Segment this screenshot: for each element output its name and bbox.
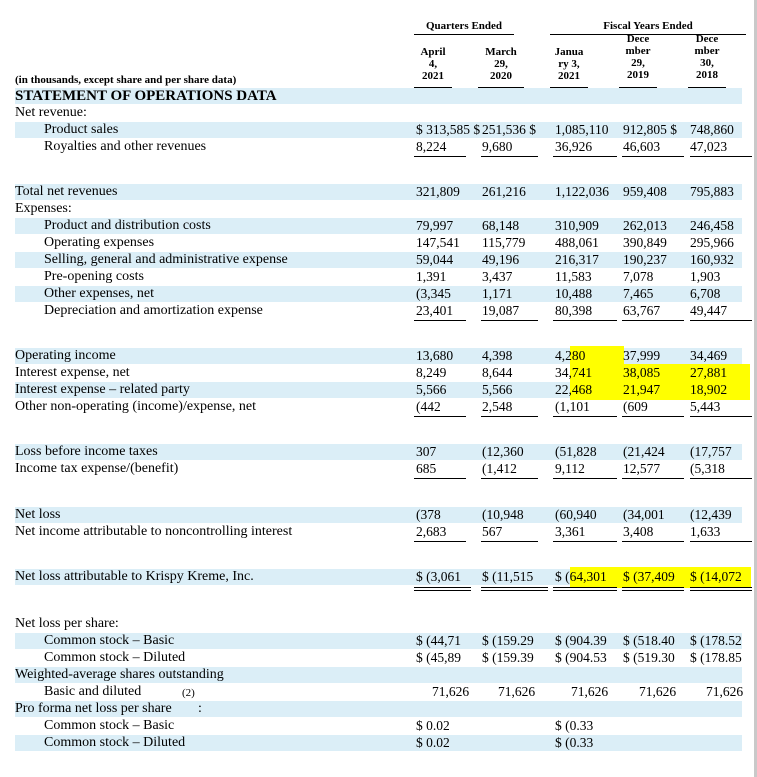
value-product-costs-c2: 68,148 (482, 218, 520, 233)
label-total-revenues: Total net revenues (15, 184, 118, 199)
value-preopening-c5: 1,903 (690, 269, 721, 284)
label-basic-diluted: Basic and diluted (44, 684, 142, 699)
label-product-costs: Product and distribution costs (44, 218, 211, 233)
value-total-revenues-c5: 795,883 (690, 184, 734, 199)
col-header-march-2020: March 29, 2020 (485, 46, 517, 82)
rule-tax-c4 (622, 478, 684, 479)
value-other-expenses-c2: 1,171 (482, 286, 513, 301)
label-interest-related: Interest expense – related party (15, 382, 190, 397)
value-royalties-c3: 36,926 (555, 139, 593, 154)
value-basic-diluted-c5: 71,626 (706, 684, 744, 699)
quarters-header-rule (414, 34, 514, 35)
value-net-loss-kk-c1: $ (3,061 (416, 569, 461, 584)
double-rule-kk-c2 (481, 587, 548, 591)
double-rule-kk-c1 (414, 587, 471, 591)
rule-nci-c5 (690, 541, 752, 542)
label-other-nonop: Other non-operating (income)/expense, net (15, 399, 257, 414)
value-total-revenues-c3: 1,122,036 (555, 184, 609, 199)
value-income-tax-c5: (5,318 (690, 461, 725, 476)
label-preopening: Pre-opening costs (44, 269, 144, 284)
value-nci-c3: 3,361 (555, 524, 586, 539)
value-other-expenses-c5: 6,708 (690, 286, 721, 301)
value-basic-c4: $ (518.40 (623, 633, 675, 648)
value-interest-related-c2: 5,566 (482, 382, 513, 397)
value-loss-before-tax-c4: (21,424 (623, 444, 665, 459)
value-basic-diluted-c3: 71,626 (571, 684, 609, 699)
value-product-costs-c5: 246,458 (690, 218, 734, 233)
label-net-loss: Net loss (15, 507, 61, 522)
value-total-revenues-c1: 321,809 (416, 184, 460, 199)
value-nci-c1: 2,683 (416, 524, 447, 539)
value-pf-diluted-c1: $ 0.02 (416, 735, 450, 750)
value-operating-expenses-c3: 488,061 (555, 235, 599, 250)
value-operating-expenses-c5: 295,966 (690, 235, 734, 250)
label-expenses: Expenses: (15, 201, 72, 216)
value-income-tax-c2: (1,412 (482, 461, 517, 476)
label-diluted: Common stock – Diluted (44, 650, 186, 665)
label-net-loss-per-share: Net loss per share: (15, 616, 119, 631)
value-pf-basic-c1: $ 0.02 (416, 718, 450, 733)
double-rule-kk-c5 (690, 587, 752, 591)
value-interest-expense-c3: 34,741 (555, 365, 593, 380)
label-income-tax: Income tax expense/(benefit) (15, 461, 179, 476)
value-interest-related-c3: 22,468 (555, 382, 593, 397)
value-pf-basic-c3: $ (0.33 (555, 718, 594, 733)
value-royalties-c2: 9,680 (482, 139, 513, 154)
label-net-revenue: Net revenue: (15, 105, 87, 120)
value-other-expenses-c1: (3,345 (416, 286, 451, 301)
value-loss-before-tax-c2: (12,360 (482, 444, 524, 459)
double-rule-kk-c3 (553, 587, 617, 591)
value-interest-expense-c5: 27,881 (690, 365, 728, 380)
value-preopening-c2: 3,437 (482, 269, 513, 284)
value-interest-expense-c4: 38,085 (623, 365, 661, 380)
value-net-loss-kk-c4: $ (37,409 (623, 569, 675, 584)
label-pf-basic: Common stock – Basic (44, 718, 175, 733)
value-interest-expense-c2: 8,644 (482, 365, 513, 380)
value-sga-c1: 59,044 (416, 252, 454, 267)
value-sga-c3: 216,317 (555, 252, 599, 267)
units-note: (in thousands, except share and per share data) (15, 74, 237, 86)
label-other-expenses: Other expenses, net (44, 286, 155, 301)
value-nci-c2: 567 (482, 524, 503, 539)
value-preopening-c3: 11,583 (555, 269, 592, 284)
value-other-nonop-c3: (1,101 (555, 399, 590, 414)
value-basic-diluted-c4: 71,626 (639, 684, 677, 699)
value-net-loss-kk-c5: $ (14,072 (690, 569, 742, 584)
rule-nci-c2 (481, 541, 538, 542)
rule-depreciation-c2 (481, 320, 538, 321)
value-depreciation-c5: 49,447 (690, 303, 728, 318)
value-operating-expenses-c2: 115,779 (482, 235, 526, 250)
value-product-sales-c5: 748,860 (690, 122, 734, 137)
value-total-revenues-c4: 959,408 (623, 184, 667, 199)
rule-nonop-c1 (414, 416, 466, 417)
value-other-expenses-c3: 10,488 (555, 286, 593, 301)
value-loss-before-tax-c5: (17,757 (690, 444, 732, 459)
label-operating-income: Operating income (15, 348, 116, 363)
rule-royalties-c3 (553, 156, 617, 157)
fiscal-years-header: Fiscal Years Ended (603, 20, 693, 32)
value-other-nonop-c5: 5,443 (690, 399, 721, 414)
value-basic-c2: $ (159.29 (482, 633, 534, 648)
rule-royalties-c4 (622, 156, 684, 157)
rule-tax-c3 (553, 478, 617, 479)
value-product-costs-c4: 262,013 (623, 218, 667, 233)
value-income-tax-c4: 12,577 (623, 461, 661, 476)
rule-royalties-c1 (414, 156, 466, 157)
value-basic-diluted-c2: 71,626 (498, 684, 536, 699)
value-operating-income-c2: 4,398 (482, 348, 513, 363)
rule-tax-c1 (414, 478, 466, 479)
rule-depreciation-c4 (622, 320, 684, 321)
value-diluted-c1: $ (45,89 (416, 650, 461, 665)
quarters-ended-header: Quarters Ended (425, 20, 503, 32)
value-operating-income-c3: 4,280 (555, 348, 586, 363)
value-net-loss-kk-c3: $ (64,301 (555, 569, 607, 584)
rule-depreciation-c3 (553, 320, 617, 321)
value-interest-related-c4: 21,947 (623, 382, 661, 397)
value-operating-expenses-c1: 147,541 (416, 235, 460, 250)
label-loss-before-tax: Loss before income taxes (15, 444, 158, 459)
label-pro-forma-colon: : (198, 701, 202, 716)
value-net-loss-c1: (378 (416, 507, 441, 522)
value-other-nonop-c1: (442 (416, 399, 441, 414)
value-preopening-c4: 7,078 (623, 269, 654, 284)
value-net-loss-c5: (12,439 (690, 507, 732, 522)
value-nci-c5: 1,633 (690, 524, 721, 539)
value-depreciation-c2: 19,087 (482, 303, 520, 318)
double-rule-kk-c4 (622, 587, 684, 591)
value-sga-c5: 160,932 (690, 252, 734, 267)
value-income-tax-c3: 9,112 (555, 461, 585, 476)
value-income-tax-c1: 685 (416, 461, 437, 476)
col-header-january-2021: Janua ry 3, 2021 (554, 46, 584, 82)
value-net-loss-c2: (10,948 (482, 507, 524, 522)
value-product-costs-c1: 79,997 (416, 218, 454, 233)
value-royalties-c1: 8,224 (416, 139, 447, 154)
value-loss-before-tax-c3: (51,828 (555, 444, 597, 459)
value-operating-income-c5: 34,469 (690, 348, 728, 363)
rule-nonop-c2 (481, 416, 538, 417)
value-operating-expenses-c4: 390,849 (623, 235, 667, 250)
rule-tax-c5 (690, 478, 752, 479)
col-header-december-2018: Dece mber 30, 2018 (694, 33, 720, 81)
rule-tax-c2 (481, 478, 538, 479)
value-loss-before-tax-c1: 307 (416, 444, 437, 459)
value-other-nonop-c2: 2,548 (482, 399, 513, 414)
value-product-sales-c1: $ 313,585 $ (416, 122, 481, 137)
value-other-nonop-c4: (609 (623, 399, 648, 414)
label-wavg: Weighted-average shares outstanding (15, 667, 224, 682)
section-title: STATEMENT OF OPERATIONS DATA (15, 88, 277, 104)
value-depreciation-c1: 23,401 (416, 303, 454, 318)
value-sga-c4: 190,237 (623, 252, 667, 267)
label-pro-forma: Pro forma net loss per share (15, 701, 172, 716)
value-depreciation-c4: 63,767 (623, 303, 661, 318)
value-diluted-c3: $ (904.53 (555, 650, 607, 665)
value-diluted-c5: $ (178.85 (690, 650, 742, 665)
label-product-sales: Product sales (44, 122, 119, 137)
value-operating-income-c1: 13,680 (416, 348, 454, 363)
label-pf-diluted: Common stock – Diluted (44, 735, 186, 750)
rule-nonop-c5 (690, 416, 752, 417)
value-net-loss-kk-c2: $ (11,515 (482, 569, 534, 584)
value-basic-diluted-c1: 71,626 (432, 684, 470, 699)
value-preopening-c1: 1,391 (416, 269, 447, 284)
value-interest-expense-c1: 8,249 (416, 365, 447, 380)
value-product-sales-c4: 912,805 $ (623, 122, 677, 137)
value-sga-c2: 49,196 (482, 252, 520, 267)
footnote-2: (2) (182, 687, 195, 699)
label-nci: Net income attributable to noncontrolling interest (15, 524, 293, 539)
value-basic-c5: $ (178.52 (690, 633, 742, 648)
value-pf-diluted-c3: $ (0.33 (555, 735, 594, 750)
value-product-sales-c2: 251,536 $ (482, 122, 536, 137)
label-net-loss-kk: Net loss attributable to Krispy Kreme, Inc. (15, 569, 254, 584)
label-depreciation: Depreciation and amortization expense (44, 303, 263, 318)
value-basic-c1: $ (44,71 (416, 633, 461, 648)
value-royalties-c4: 46,603 (623, 139, 661, 154)
rule-nci-c4 (622, 541, 684, 542)
value-interest-related-c1: 5,566 (416, 382, 447, 397)
label-sga: Selling, general and administrative expense (44, 252, 288, 267)
rule-nonop-c3 (553, 416, 617, 417)
value-product-sales-c3: 1,085,110 (555, 122, 609, 137)
value-interest-related-c5: 18,902 (690, 382, 728, 397)
value-nci-c4: 3,408 (623, 524, 654, 539)
value-diluted-c2: $ (159.39 (482, 650, 534, 665)
rule-depreciation-c1 (414, 320, 466, 321)
value-net-loss-c4: (34,001 (623, 507, 665, 522)
rule-royalties-c5 (690, 156, 752, 157)
value-diluted-c4: $ (519.30 (623, 650, 675, 665)
col-header-december-2019: Dece mber 29, 2019 (625, 33, 651, 81)
rule-royalties-c2 (481, 156, 538, 157)
value-basic-c3: $ (904.39 (555, 633, 607, 648)
value-net-loss-c3: (60,940 (555, 507, 597, 522)
rule-nci-c3 (553, 541, 617, 542)
value-product-costs-c3: 310,909 (555, 218, 599, 233)
rule-nci-c1 (414, 541, 466, 542)
label-interest-expense: Interest expense, net (15, 365, 130, 380)
value-royalties-c5: 47,023 (690, 139, 728, 154)
label-royalties: Royalties and other revenues (44, 139, 207, 154)
rule-nonop-c4 (622, 416, 684, 417)
label-basic: Common stock – Basic (44, 633, 175, 648)
rule-depreciation-c5 (690, 320, 752, 321)
col-header-april-2021: April 4, 2021 (420, 46, 446, 82)
value-total-revenues-c2: 261,216 (482, 184, 526, 199)
value-other-expenses-c4: 7,465 (623, 286, 654, 301)
value-depreciation-c3: 80,398 (555, 303, 593, 318)
label-operating-expenses: Operating expenses (44, 235, 155, 250)
value-operating-income-c4: 37,999 (623, 348, 661, 363)
